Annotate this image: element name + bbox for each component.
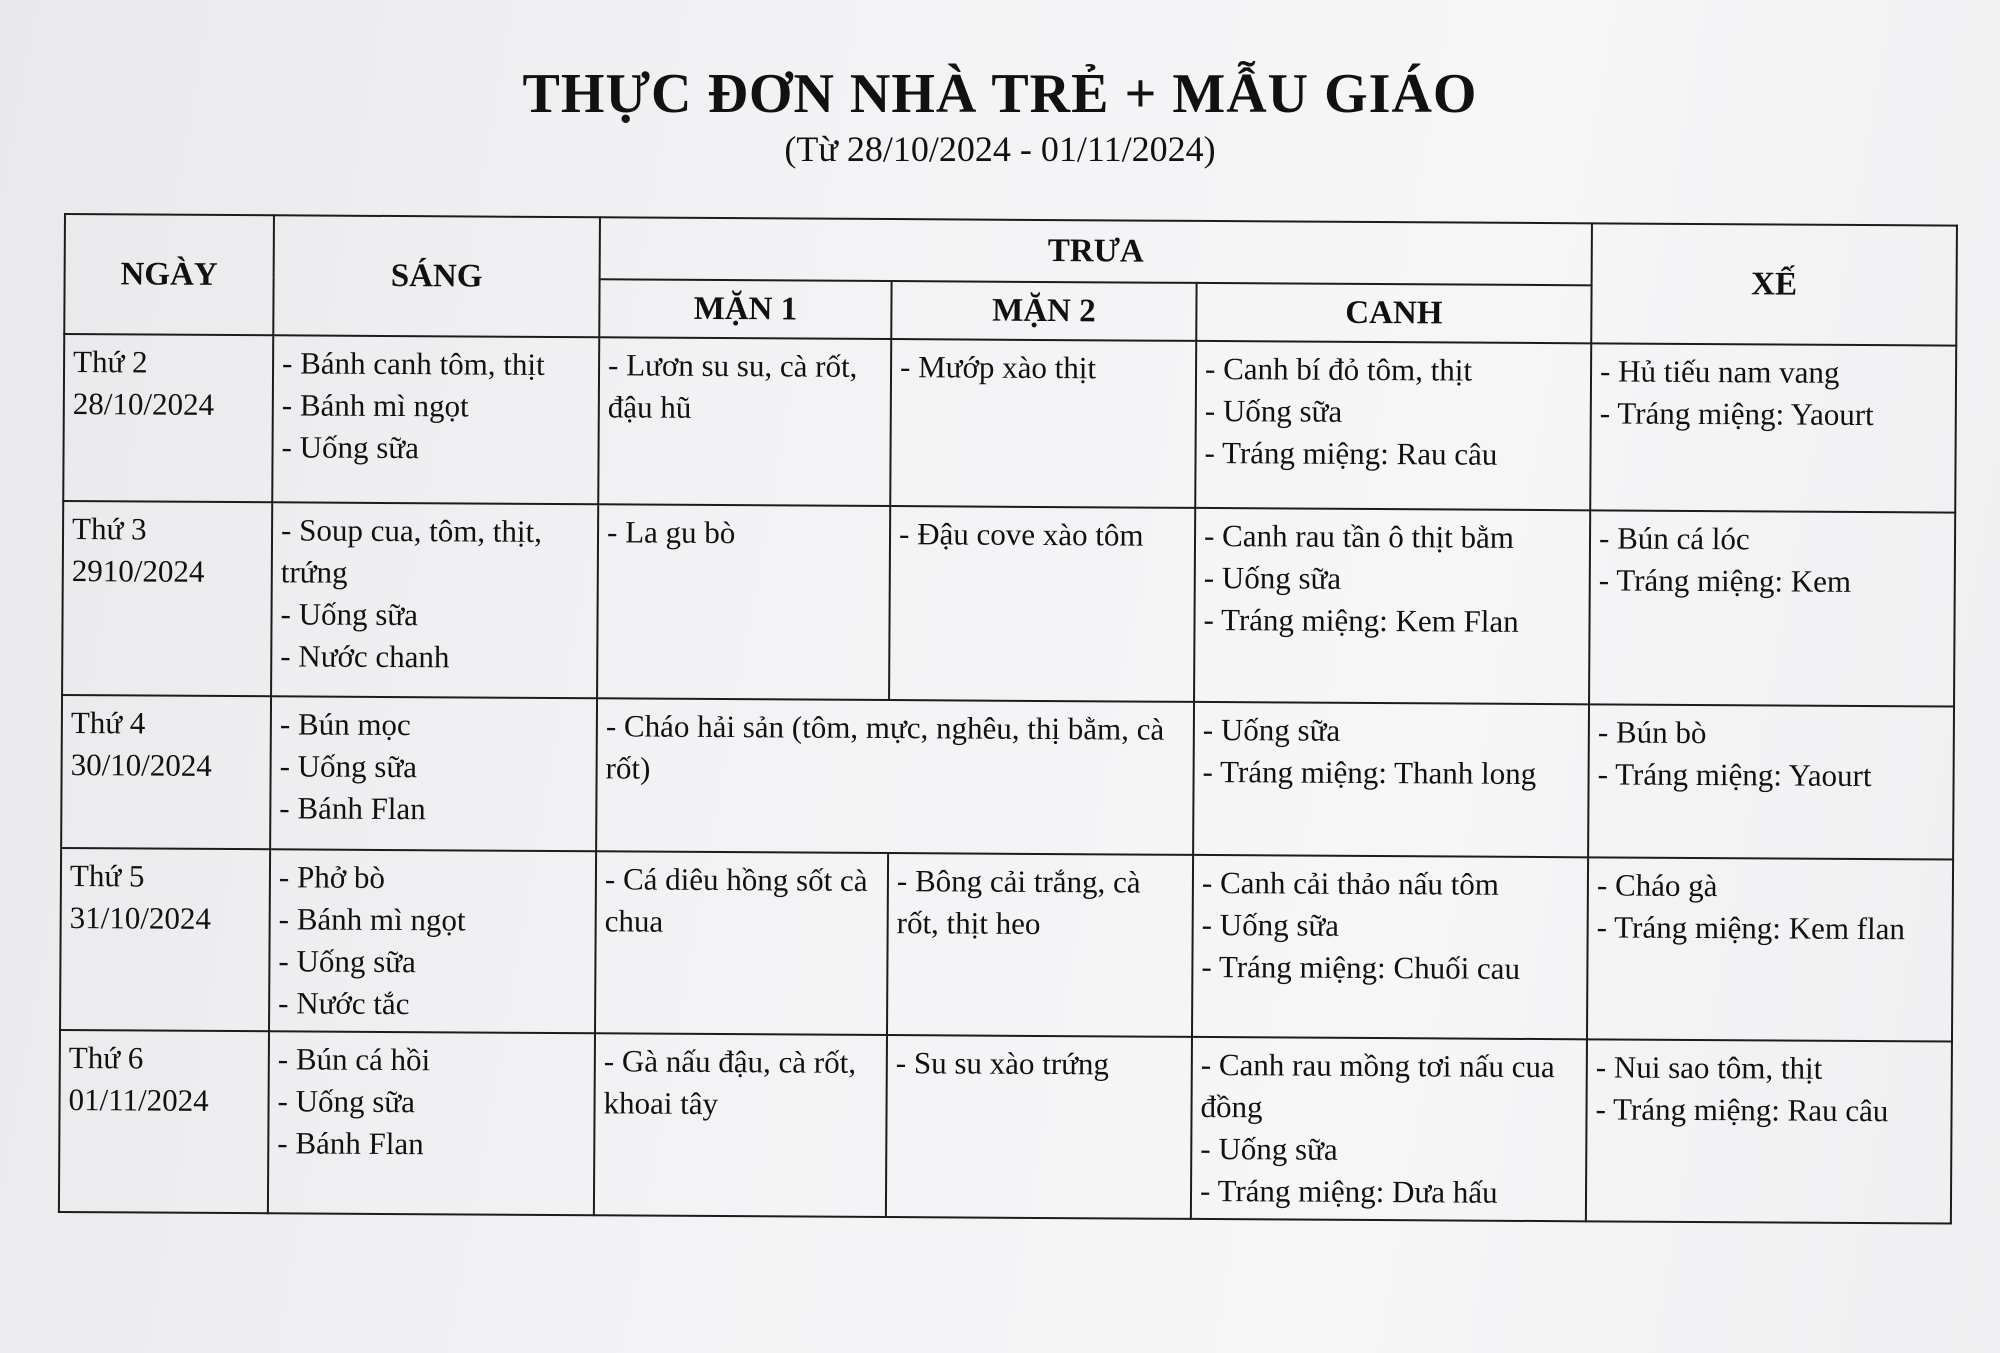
xe-cell [1589,510,1955,706]
menu-item: - Tráng miệng: Yaourt [1599,395,1874,433]
menu-item: - Tráng miệng: Chuối cau [1201,948,1521,986]
table-row [60,848,1953,1042]
table-row [61,695,1954,860]
menu-item: - Tráng miệng: Dưa hấu [1199,1172,1498,1210]
man2-cell [887,853,1193,1037]
column-header-sang: SÁNG [273,215,600,337]
menu-item: - Cháo hải sản (tôm, mực, nghêu, thị bằm, cà rốt) [605,708,1165,786]
menu-item: - Su su xào trứng [895,1045,1110,1082]
menu-item: - Bông cải trắng, cà rốt, thịt heo [896,863,1141,941]
menu-item: - Tráng miệng: Rau câu [1595,1091,1889,1129]
menu-item: - Nước tắc [278,985,410,1022]
menu-item: - Tráng miệng: Thanh long [1202,753,1537,792]
day-name: Thứ 5 [69,858,145,894]
menu-item: - Uống sữa [1202,711,1341,748]
canh-cell [1194,508,1590,704]
canh-cell [1191,1037,1587,1221]
day-name: Thứ 4 [70,705,146,741]
menu-item: - Bún bò [1597,714,1707,751]
man1-cell [597,504,890,700]
table-row [62,501,1955,707]
menu-item: - Gà nấu đậu, cà rốt, khoai tây [603,1043,857,1122]
menu-item: - Uống sữa [278,943,416,980]
menu-item: - Bánh Flan [277,1125,424,1162]
menu-item: - Uống sữa [277,1083,416,1120]
table-row [63,334,1956,513]
man1-cell [594,1033,887,1217]
menu-item: - Tráng miệng: Kem Flan [1203,601,1519,639]
column-header-canh: CANH [1196,283,1591,343]
menu-item: - Uống sữa [1200,1130,1338,1167]
day-cell [60,848,270,1031]
menu-item: - Bánh mì ngọt [281,387,469,424]
menu-item: - Uống sữa [281,429,420,466]
menu-item: - Canh rau tần ô thịt bằm [1203,517,1515,555]
menu-item: - Tráng miệng: Rau câu [1204,434,1498,472]
sang-cell [268,1031,595,1215]
day-cell [59,1030,269,1213]
menu-item: - Canh cải thảo nấu tôm [1201,864,1500,902]
menu-item: - Nước chanh [280,638,450,675]
menu-item: - Mướp xào thịt [899,349,1097,386]
canh-cell [1193,702,1589,857]
menu-item: - Bún mọc [279,706,411,743]
day-cell [61,695,271,849]
sang-cell [270,696,597,851]
menu-item: - Uống sữa [1201,906,1340,943]
xe-cell [1590,343,1956,512]
menu-item: - Tráng miệng: Yaourt [1597,756,1872,794]
menu-item: - Bún cá hồi [277,1041,431,1078]
menu-item: - Cháo gà [1596,867,1718,904]
man1-cell [595,851,888,1035]
canh-cell [1195,341,1591,510]
sang-cell [272,335,599,504]
canh-cell [1192,855,1588,1039]
day-cell [62,501,272,696]
man2-cell [889,506,1195,702]
man2-cell [886,1035,1192,1219]
column-header-ngay: NGÀY [64,214,274,335]
menu-item: - Uống sữa [280,596,419,633]
xe-cell [1586,1039,1952,1223]
day-date: 30/10/2024 [70,747,212,783]
day-date: 01/11/2024 [68,1082,209,1118]
page-title: THỰC ĐƠN NHÀ TRẺ + MẪU GIÁO [522,63,1478,125]
day-date: 28/10/2024 [72,386,215,422]
menu-item: - Phở bò [278,859,386,895]
weekly-menu-table [58,213,1958,1225]
menu-item: - Canh bí đỏ tôm, thịt [1204,350,1473,388]
day-date: 31/10/2024 [69,900,212,936]
table-row [59,1030,1952,1224]
menu-item: - Tráng miệng: Kem [1598,562,1852,599]
sang-cell [269,849,596,1033]
man1-cell [598,337,891,506]
menu-item: - Nui sao tôm, thịt [1595,1049,1823,1086]
menu-item: - Lươn su su, cà rốt, đậu hũ [607,347,858,425]
menu-item: - Tráng miệng: Kem flan [1596,909,1906,947]
header-row [65,214,1957,288]
menu-item: - Canh rau mồng tơi nấu cua đồng [1200,1046,1555,1125]
man2-cell [890,339,1196,508]
menu-item: - Uống sữa [1203,559,1342,596]
day-name: Thứ 3 [71,511,147,547]
menu-item: - Uống sữa [279,748,418,785]
menu-item: - Bánh Flan [279,790,426,827]
column-header-man2: MẶN 2 [891,281,1196,341]
day-name: Thứ 6 [68,1040,144,1076]
column-header-xe: XẾ [1591,223,1957,345]
day-cell [63,334,273,502]
menu-item: - La gu bò [606,514,736,551]
menu-item: - Đậu cove xào tôm [898,516,1144,553]
man-merged-cell [596,698,1194,855]
day-date: 2910/2024 [71,553,205,589]
date-range-subtitle: (Từ 28/10/2024 - 01/11/2024) [784,129,1216,169]
menu-item: - Cá diêu hồng sốt cà chua [604,861,868,939]
menu-item: - Uống sữa [1204,392,1343,429]
day-name: Thứ 2 [72,344,148,380]
column-header-trua: TRƯA [600,217,1592,285]
menu-item: - Hủ tiếu nam vang [1599,353,1840,390]
menu-item: - Bánh canh tôm, thịt [281,345,545,382]
column-header-man1: MẶN 1 [599,279,891,339]
xe-cell [1587,857,1953,1041]
menu-item: - Soup cua, tôm, thịt, trứng [280,512,543,590]
sang-cell [271,502,598,698]
menu-item: - Bún cá lóc [1598,520,1750,557]
menu-item: - Bánh mì ngọt [278,901,466,938]
xe-cell [1588,704,1954,859]
